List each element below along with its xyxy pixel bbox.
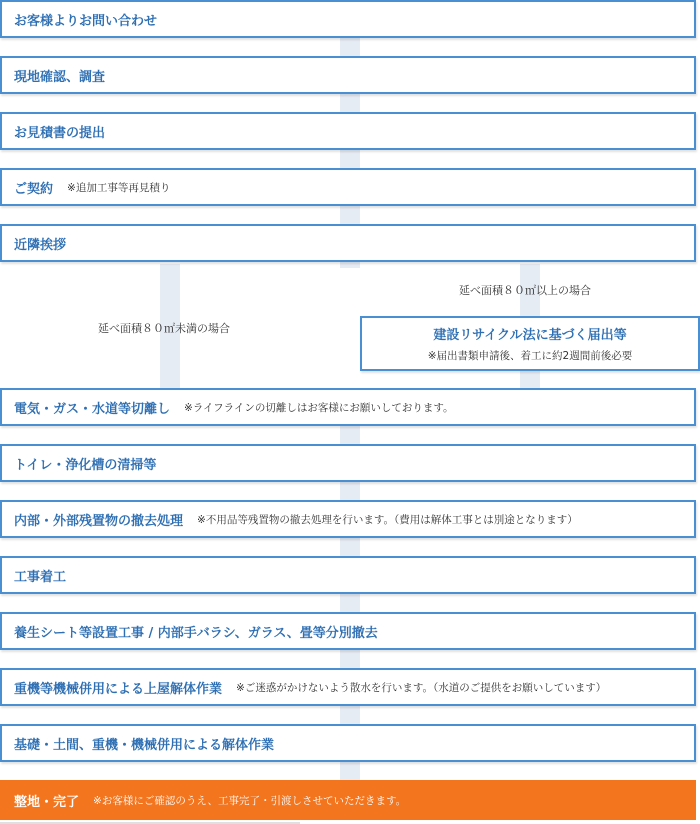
branch-label-over-80: 延べ面積８０㎡以上の場合 <box>459 284 591 297</box>
step-superstructure-demolition <box>0 668 696 706</box>
step-note: ※追加工事等再見積り <box>67 181 171 194</box>
branch-label-under-80: 延べ面積８０㎡未満の場合 <box>98 322 230 335</box>
step-title: 内部・外部残置物の撤去処理 <box>14 513 184 529</box>
step-title: トイレ・浄化槽の清掃等 <box>14 457 157 473</box>
step-curing-sheet <box>0 612 696 650</box>
step-estimate <box>0 112 696 150</box>
step-title: 近隣挨拶 <box>14 237 67 253</box>
step-title: ご契約 <box>14 181 54 197</box>
branch-box-note: ※届出書類申請後、着工に約2週間前後必要 <box>427 350 633 362</box>
step-note: ※お客様にご確認のうえ、工事完了・引渡しさせていただきます。 <box>93 794 407 807</box>
step-note: ※不用品等残置物の撤去処理を行います。（費用は解体工事とは別途となります） <box>197 513 578 526</box>
step-note: ※ご迷惑がかけないよう散水を行います。（水道のご提供をお願いしています） <box>236 681 607 694</box>
branch-box-title: 建設リサイクル法に基づく届出等 <box>433 328 627 343</box>
step-title: お見積書の提出 <box>14 125 106 141</box>
step-contract <box>0 168 696 206</box>
step-toilet-cleaning <box>0 444 696 482</box>
step-title: 現地確認、調査 <box>14 69 106 85</box>
step-title: 工事着工 <box>14 569 67 585</box>
step-foundation-demolition <box>0 724 696 762</box>
step-inquiry <box>0 0 696 38</box>
step-site-survey <box>0 56 696 94</box>
step-title: 電気・ガス・水道等切離し <box>14 401 171 417</box>
step-title: 基礎・土間、重機・機械併用による解体作業 <box>14 737 275 753</box>
step-title: 整地・完了 <box>14 794 80 810</box>
step-completion <box>0 780 696 820</box>
step-title: 養生シート等設置工事 / 内部手バラシ、ガラス、畳等分別撤去 <box>14 625 378 641</box>
step-title: お客様よりお問い合わせ <box>14 13 158 29</box>
step-neighbor-greeting <box>0 224 696 262</box>
step-note: ※ライフラインの切離しはお客様にお願いしております。 <box>184 401 454 414</box>
recycling-law-notification-box <box>360 316 700 371</box>
step-construction-start <box>0 556 696 594</box>
step-utility-disconnect <box>0 388 696 426</box>
step-leftover-removal <box>0 500 696 538</box>
step-title: 重機等機械併用による上屋解体作業 <box>14 681 223 697</box>
